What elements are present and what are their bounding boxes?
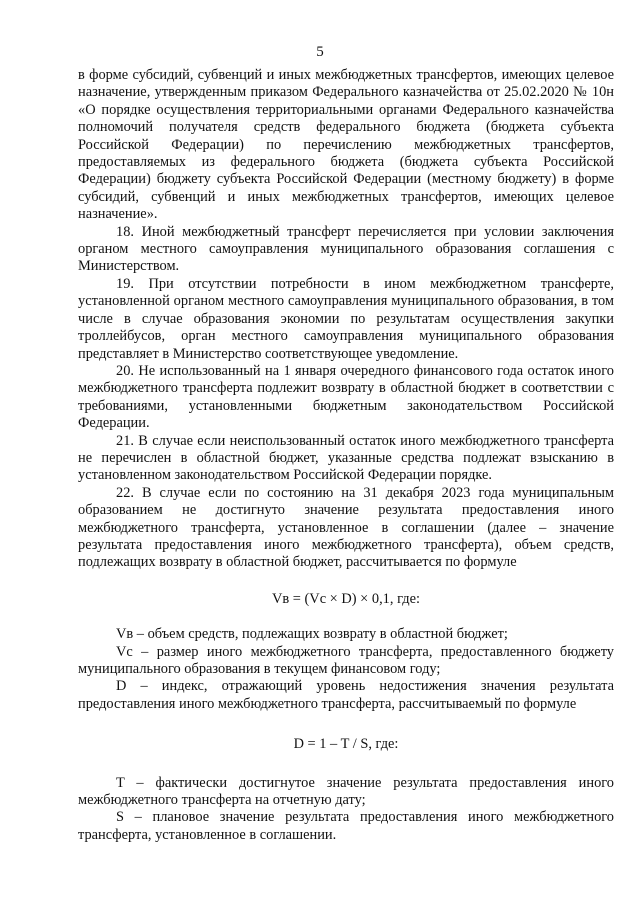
definition-t: T – фактически достигнутое значение результата предоставления иного межбюджетного трансферта на отчетную дату;	[78, 774, 614, 809]
definition-vc: Vс – размер иного межбюджетного трансферта, предоставленного бюджету муниципального образования в текущем финансовом году;	[78, 643, 614, 677]
paragraph-22: 22. В случае если по состоянию на 31 декабря 2023 года муниципальным образованием не достигнуто значение результата предоставления иного межбюджетного трансферта, установленное в соглашении (далее – значение результата предоставления иного межбюджетного трансферта), объем средств, подлежащих возврату в областной бюджет, рассчитывается по формуле	[78, 484, 614, 571]
definition-d: D – индекс, отражающий уровень недостижения значения результата предоставления иного межбюджетного трансферта, рассчитываемый по формуле	[78, 678, 614, 712]
formula-d: D = 1 – T / S, где:	[293, 736, 399, 753]
paragraph-18: 18. Иной межбюджетный трансферт перечисляется при условии заключения органом местного самоуправления муниципального образования соглашения с Министерством.	[78, 223, 614, 275]
page-number: 5	[316, 44, 324, 60]
paragraph-19: 19. При отсутствии потребности в ином межбюджетном трансферте, установленной органом местного самоуправления муниципального образования, в том числе в случае образования экономии по результатам осуществления закупки троллейбусов, орган местного самоуправления муниципального образования представляет в Министерство соответствующее уведомление.	[78, 275, 614, 362]
formula-vv: Vв = (Vс × D) × 0,1, где:	[272, 590, 420, 607]
document-body	[78, 67, 614, 844]
paragraph-continuation: в форме субсидий, субвенций и иных межбюджетных трансфертов, имеющих целевое назначение, утвержденным приказом Федерального казначейства от 25.02.2020 № 10н «О порядке осуществления территориальными органами Федерального казначейства полномочий получателя средств федерального бюджета (бюджета субъекта Российской Федерации) по перечислению межбюджетных трансфертов, предоставляемых из федерального бюджета (бюджета субъекта Российской Федерации) бюджету субъекта Российской Федерации (местному бюджету) в форме субсидий, субвенций и иных межбюджетных трансфертов, имеющих целевое назначение».	[78, 67, 614, 223]
paragraph-20: 20. Не использованный на 1 января очередного финансового года остаток иного межбюджетного трансферта подлежит возврату в областной бюджет в соответствии с требованиями, установленными бюджетным законодательством Российской Федерации.	[78, 362, 614, 432]
definition-vv: Vв – объем средств, подлежащих возврату в областной бюджет;	[116, 626, 508, 643]
definition-s: S – плановое значение результата предоставления иного межбюджетного трансферта, установленное в соглашении.	[78, 809, 614, 843]
paragraph-21: 21. В случае если неиспользованный остаток иного межбюджетного трансферта не перечислен в областной бюджет, указанные средства подлежат взысканию в установленном законодательством Российской Федерации порядке.	[78, 432, 614, 484]
